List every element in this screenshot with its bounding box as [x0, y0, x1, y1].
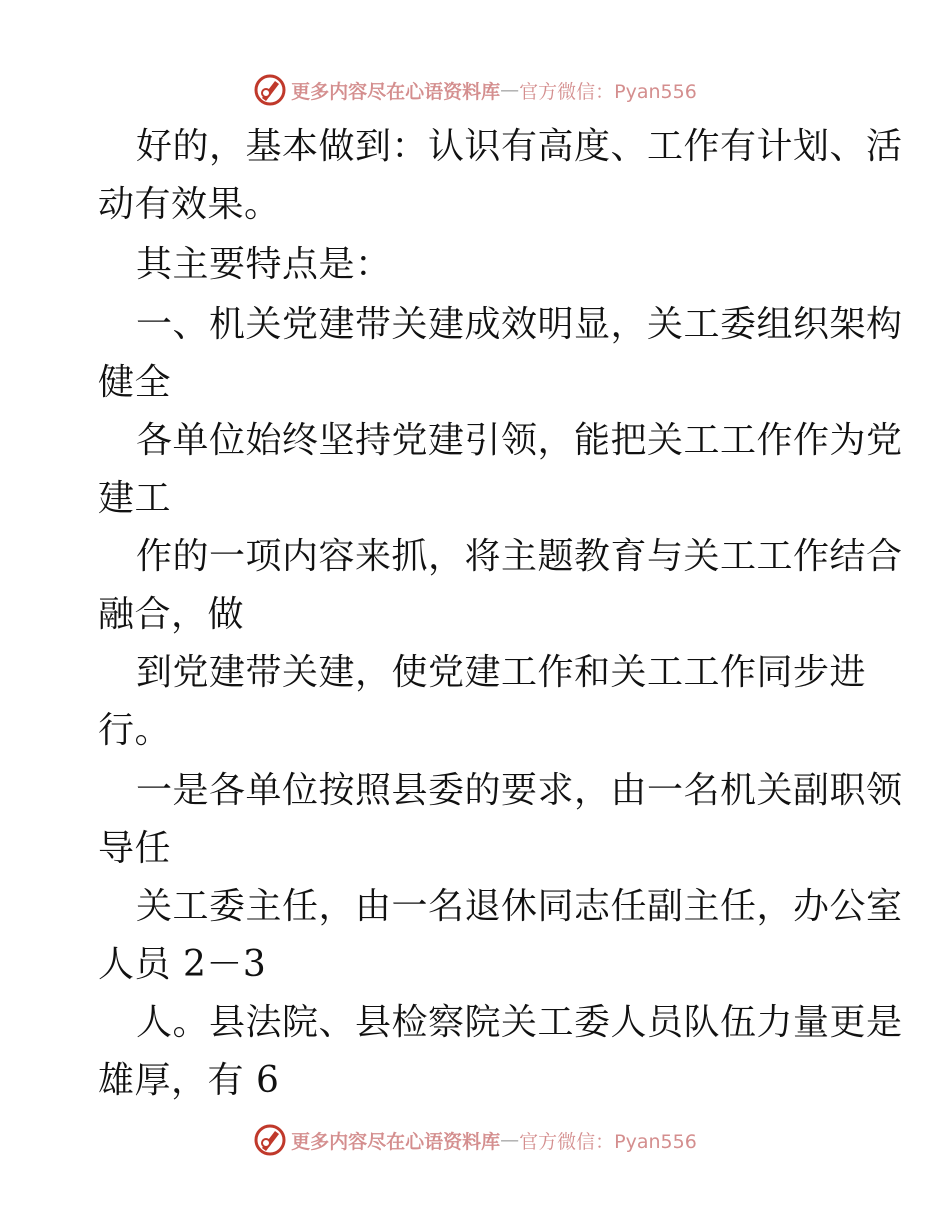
paragraph-1	[98, 118, 903, 234]
paragraph-line: 作的一项内容来抓，将主题教育与关工工作结合	[136, 536, 903, 577]
paragraph-2	[98, 236, 858, 294]
pen-logo-icon	[253, 1123, 287, 1157]
banner-site-name: 更多内容尽在心语资料库	[291, 1130, 501, 1153]
paragraph-line: 人员 2－3	[98, 944, 267, 985]
footer-banner	[0, 1120, 950, 1160]
paragraph-line: 一、机关党建带关建成效明显，关工委组织架构	[136, 304, 903, 345]
banner-wechat: 官方微信：Pyan556	[519, 80, 697, 103]
banner-site-name: 更多内容尽在心语资料库	[291, 80, 501, 103]
paragraph-3	[98, 296, 903, 412]
paragraph-line: 好的，基本做到：认识有高度、工作有计划、活	[136, 126, 903, 167]
paragraph-8	[98, 878, 903, 994]
paragraph-4	[98, 412, 903, 528]
paragraph-line: 其主要特点是：	[136, 244, 392, 285]
paragraph-line: 到党建带关建，使党建工作和关工工作同步进	[136, 652, 867, 693]
paragraph-line: 融合，做	[98, 594, 245, 635]
header-banner	[0, 70, 950, 110]
pen-logo-icon	[253, 73, 287, 107]
paragraph-line: 各单位始终坚持党建引领，能把关工工作作为党	[136, 420, 903, 461]
paragraph-9	[98, 994, 903, 1110]
paragraph-line: 雄厚，有 6	[98, 1060, 280, 1101]
paragraph-line: 建工	[98, 478, 172, 519]
banner-separator: —	[500, 1129, 520, 1151]
paragraph-7	[98, 762, 903, 878]
paragraph-line: 动有效果。	[98, 184, 281, 225]
paragraph-line: 关工委主任，由一名退休同志任副主任，办公室	[136, 886, 903, 927]
paragraph-line: 健全	[98, 362, 172, 403]
paragraph-line: 导任	[98, 828, 172, 869]
paragraph-line: 人。县法院、县检察院关工委人员队伍力量更是	[136, 1002, 903, 1043]
paragraph-line: 一是各单位按照县委的要求，由一名机关副职领	[136, 770, 903, 811]
paragraph-5	[98, 528, 903, 644]
banner-separator: —	[500, 79, 520, 101]
paragraph-line: 行。	[98, 710, 172, 751]
paragraph-6	[98, 644, 867, 760]
banner-wechat: 官方微信：Pyan556	[519, 1130, 697, 1153]
